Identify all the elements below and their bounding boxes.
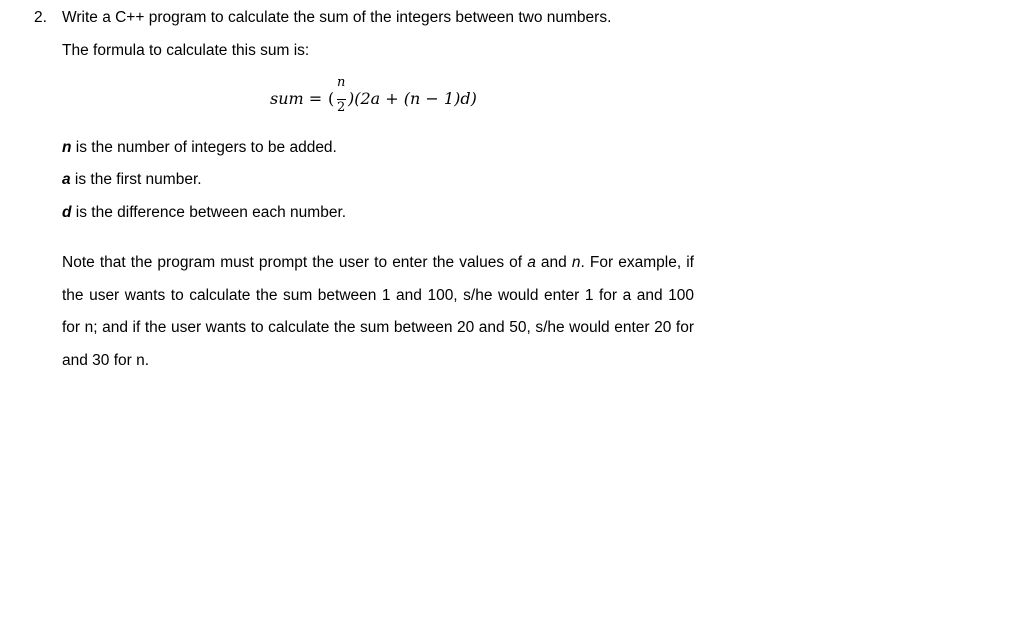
definition-var: n — [62, 139, 72, 156]
definition-text: is the number of integers to be added. — [71, 139, 337, 156]
note-paragraph — [62, 247, 694, 378]
formula-open-paren: ( — [328, 89, 335, 108]
question-number: 2. — [34, 9, 47, 26]
formula-rest: )(2a + (n − 1)d) — [348, 89, 477, 108]
note-text: Note that the program must prompt the user to enter the values of — [62, 254, 528, 271]
definition-a — [62, 170, 202, 190]
formula-intro: The formula to calculate this sum is: — [62, 42, 310, 59]
formula-lhs: sum = — [270, 89, 323, 108]
note-text: . For example, if the user wants to calculate the sum between 1 and 100, s/he would enter 1 for a and 100 for n; and if the user wants to calculate the sum between 20 and 50, s/he would enter 20 for and 30 for n. — [62, 254, 694, 370]
question-text: Write a C++ program to calculate the sum of the integers between two numbers. — [62, 9, 612, 26]
fraction-denominator: 2 — [337, 100, 346, 115]
fraction-numerator: n — [337, 75, 346, 90]
note-var-a: a — [527, 254, 536, 271]
note-var-n: n — [571, 254, 581, 271]
definition-var: d — [62, 204, 72, 221]
definition-var: a — [62, 171, 71, 188]
definition-text: is the first number. — [70, 171, 202, 188]
definition-text: is the difference between each number. — [71, 204, 347, 221]
note-text: and — [535, 254, 572, 271]
definition-d — [62, 203, 346, 223]
definition-n — [62, 138, 337, 158]
